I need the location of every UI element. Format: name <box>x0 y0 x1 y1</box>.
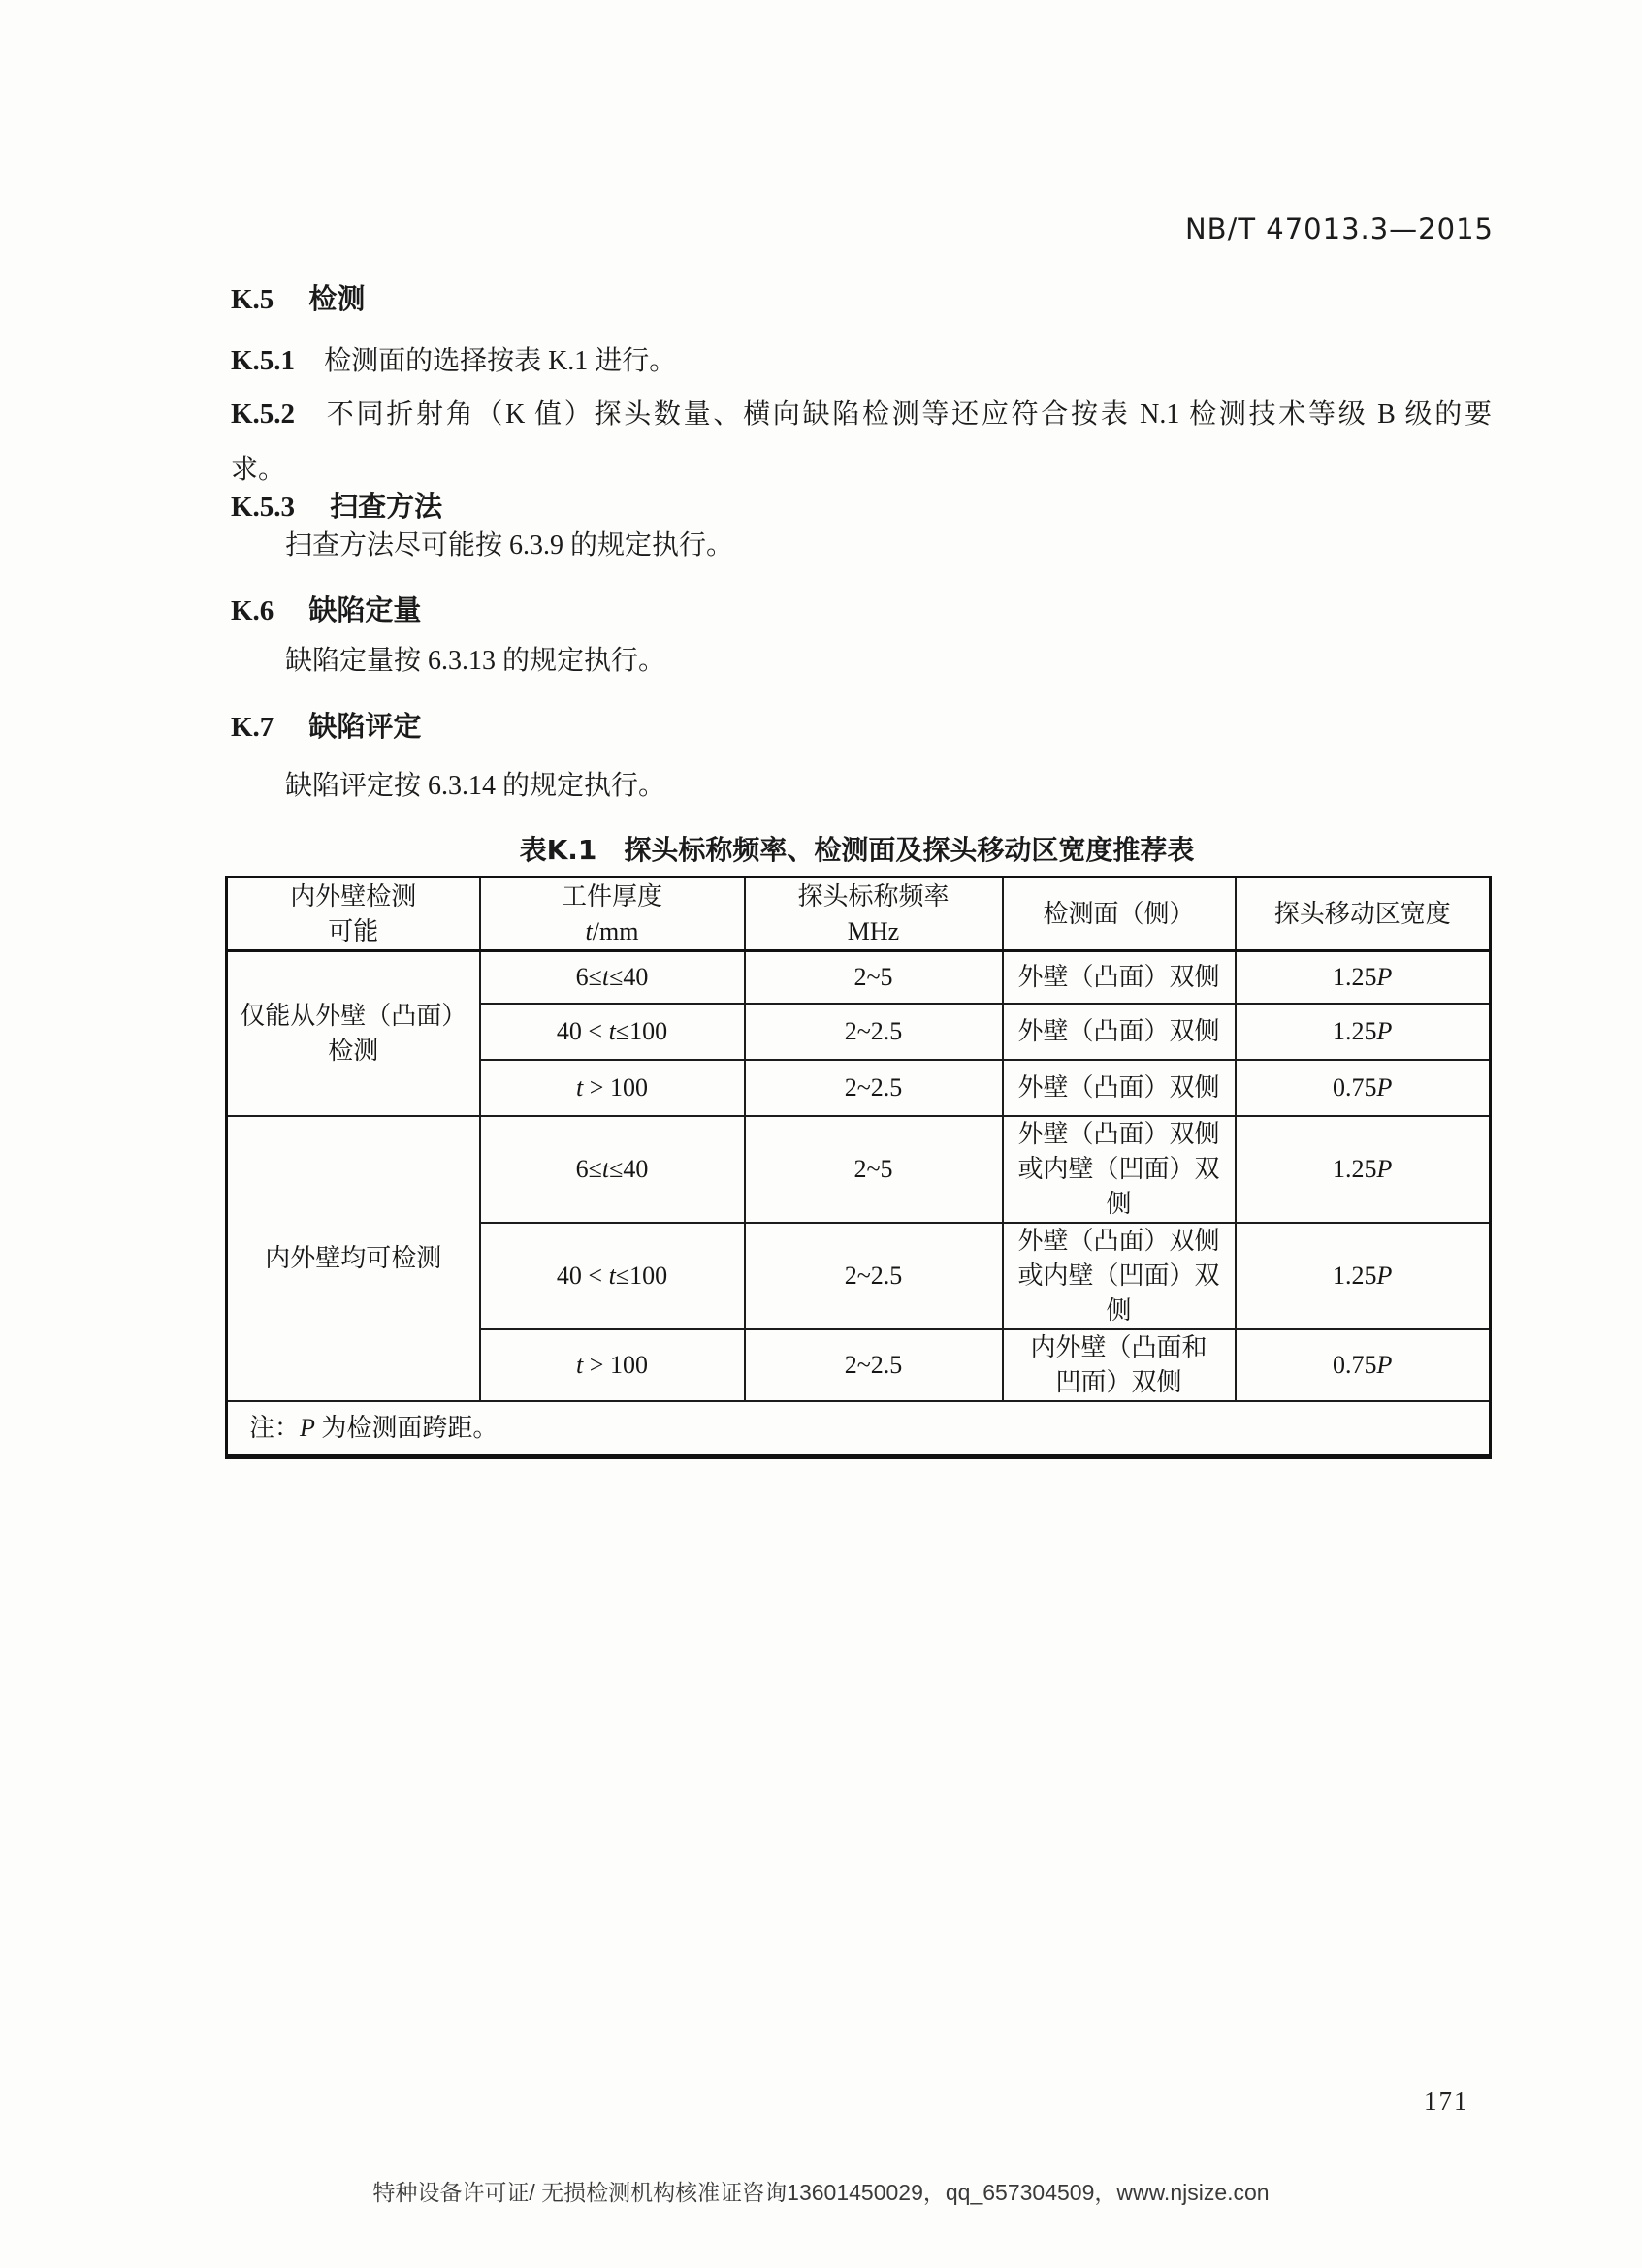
clause-line <box>231 387 1492 442</box>
table-caption <box>225 829 1489 868</box>
table-note-row <box>227 1401 1491 1457</box>
cell-thickness: t > 100 <box>480 1329 745 1401</box>
col-header-frequency <box>745 878 1003 951</box>
surface-line: 外壁（凸面）双侧 <box>1017 1226 1220 1255</box>
cell-movement-width: 1.25P <box>1236 951 1491 1004</box>
surface-line: 外壁（凸面）双侧 <box>1017 1119 1220 1148</box>
surface-line: 或内壁（凹面）双侧 <box>1017 1154 1220 1218</box>
header-line: 工件厚度 <box>561 881 662 910</box>
clause-title: 检测 <box>308 282 366 315</box>
cell-frequency: 2~2.5 <box>745 1223 1003 1329</box>
surface-line: 外壁（凸面）双侧 <box>1017 1072 1220 1102</box>
footer-watermark: 特种设备许可证/ 无损检测机构核准证咨询13601450029，qq_657304509，www.njsize.con <box>372 2180 1270 2205</box>
cell-thickness: t > 100 <box>480 1060 745 1116</box>
cell-surface <box>1003 1116 1236 1223</box>
clause-label: K.7 <box>231 712 274 743</box>
cell-frequency: 2~5 <box>745 1116 1003 1223</box>
paragraph-k53: 扫查方法尽可能按 6.3.9 的规定执行。 <box>285 530 734 560</box>
header-line <box>487 914 738 949</box>
header-line: MHz <box>847 916 900 945</box>
cell-surface <box>1003 1329 1236 1401</box>
surface-line: 外壁（凸面）双侧 <box>1017 962 1220 991</box>
table-row <box>227 1116 1491 1223</box>
col-header-surface: 检测面（侧） <box>1003 878 1236 951</box>
surface-line: 内外壁（凸面和 <box>1030 1332 1207 1361</box>
cell-movement-width: 1.25P <box>1236 1004 1491 1060</box>
cell-thickness: 40 < t≤100 <box>480 1223 745 1329</box>
clause-title: 缺陷定量 <box>308 593 422 626</box>
table-row <box>227 951 1491 1004</box>
cell-surface <box>1003 1004 1236 1060</box>
cell-surface <box>1003 1060 1236 1116</box>
table-caption-text: 探头标称频率、检测面及探头移动区宽度推荐表 <box>624 834 1195 866</box>
section-k5-heading <box>231 272 365 328</box>
paragraph-k7: 缺陷评定按 6.3.14 的规定执行。 <box>285 771 666 801</box>
cell-movement-width: 1.25P <box>1236 1223 1491 1329</box>
section-k6-heading <box>231 583 421 639</box>
header-line: 探头标称频率 <box>797 881 950 910</box>
group-line: 仅能从外壁（凸面） <box>240 1001 467 1030</box>
clause-text: 不同折射角（K 值）探头数量、横向缺陷检测等还应符合按表 N.1 检测技术等级 B 级的要 <box>324 399 1492 430</box>
header-line: 内外壁检测 <box>290 881 417 910</box>
clause-k51 <box>231 334 676 389</box>
cell-frequency: 2~2.5 <box>745 1329 1003 1401</box>
table-caption-label: 表K.1 <box>519 834 597 866</box>
cell-thickness: 6≤t≤40 <box>480 951 745 1004</box>
paragraph-k6: 缺陷定量按 6.3.13 的规定执行。 <box>285 646 666 676</box>
group-line: 内外壁均可检测 <box>265 1243 442 1272</box>
table-header-row <box>227 878 1491 951</box>
recommendation-table <box>225 876 1492 1459</box>
col-header-movement-width: 探头移动区宽度 <box>1236 878 1491 951</box>
col-header-detect-possibility <box>227 878 480 951</box>
cell-movement-width: 1.25P <box>1236 1116 1491 1223</box>
table-note: 注：P 为检测面跨距。 <box>227 1401 1491 1457</box>
clause-line: 求。 <box>231 455 286 485</box>
cell-frequency: 2~2.5 <box>745 1004 1003 1060</box>
clause-label: K.5.1 <box>231 345 296 376</box>
clause-label: K.5.3 <box>231 492 296 523</box>
surface-line: 凹面）双侧 <box>1055 1367 1182 1396</box>
group-line: 检测 <box>328 1036 379 1065</box>
cell-surface <box>1003 1223 1236 1329</box>
surface-line: 或内壁（凹面）双侧 <box>1017 1261 1220 1325</box>
section-k7-heading <box>231 699 421 755</box>
header-line: 可能 <box>328 916 379 945</box>
page-number: 171 <box>1424 2087 1469 2116</box>
clause-label: K.6 <box>231 595 274 626</box>
clause-label: K.5.2 <box>231 399 296 430</box>
thickness-unit: /mm <box>592 916 639 945</box>
cell-movement-width: 0.75P <box>1236 1329 1491 1401</box>
clause-title: 缺陷评定 <box>308 710 422 743</box>
col-header-thickness <box>480 878 745 951</box>
cell-group-outer-only <box>227 951 480 1116</box>
cell-thickness: 6≤t≤40 <box>480 1116 745 1223</box>
cell-group-both-walls <box>227 1116 480 1401</box>
standard-number: NB/T 47013.3—2015 <box>1184 212 1494 245</box>
cell-frequency: 2~5 <box>745 951 1003 1004</box>
cell-thickness: 40 < t≤100 <box>480 1004 745 1060</box>
cell-movement-width: 0.75P <box>1236 1060 1491 1116</box>
cell-surface <box>1003 951 1236 1004</box>
surface-line: 外壁（凸面）双侧 <box>1017 1016 1220 1045</box>
cell-frequency: 2~2.5 <box>745 1060 1003 1116</box>
clause-title: 扫查方法 <box>330 490 443 523</box>
clause-label: K.5 <box>231 284 274 315</box>
clause-text: 检测面的选择按表 K.1 进行。 <box>324 346 677 376</box>
thickness-symbol: t <box>585 916 593 945</box>
